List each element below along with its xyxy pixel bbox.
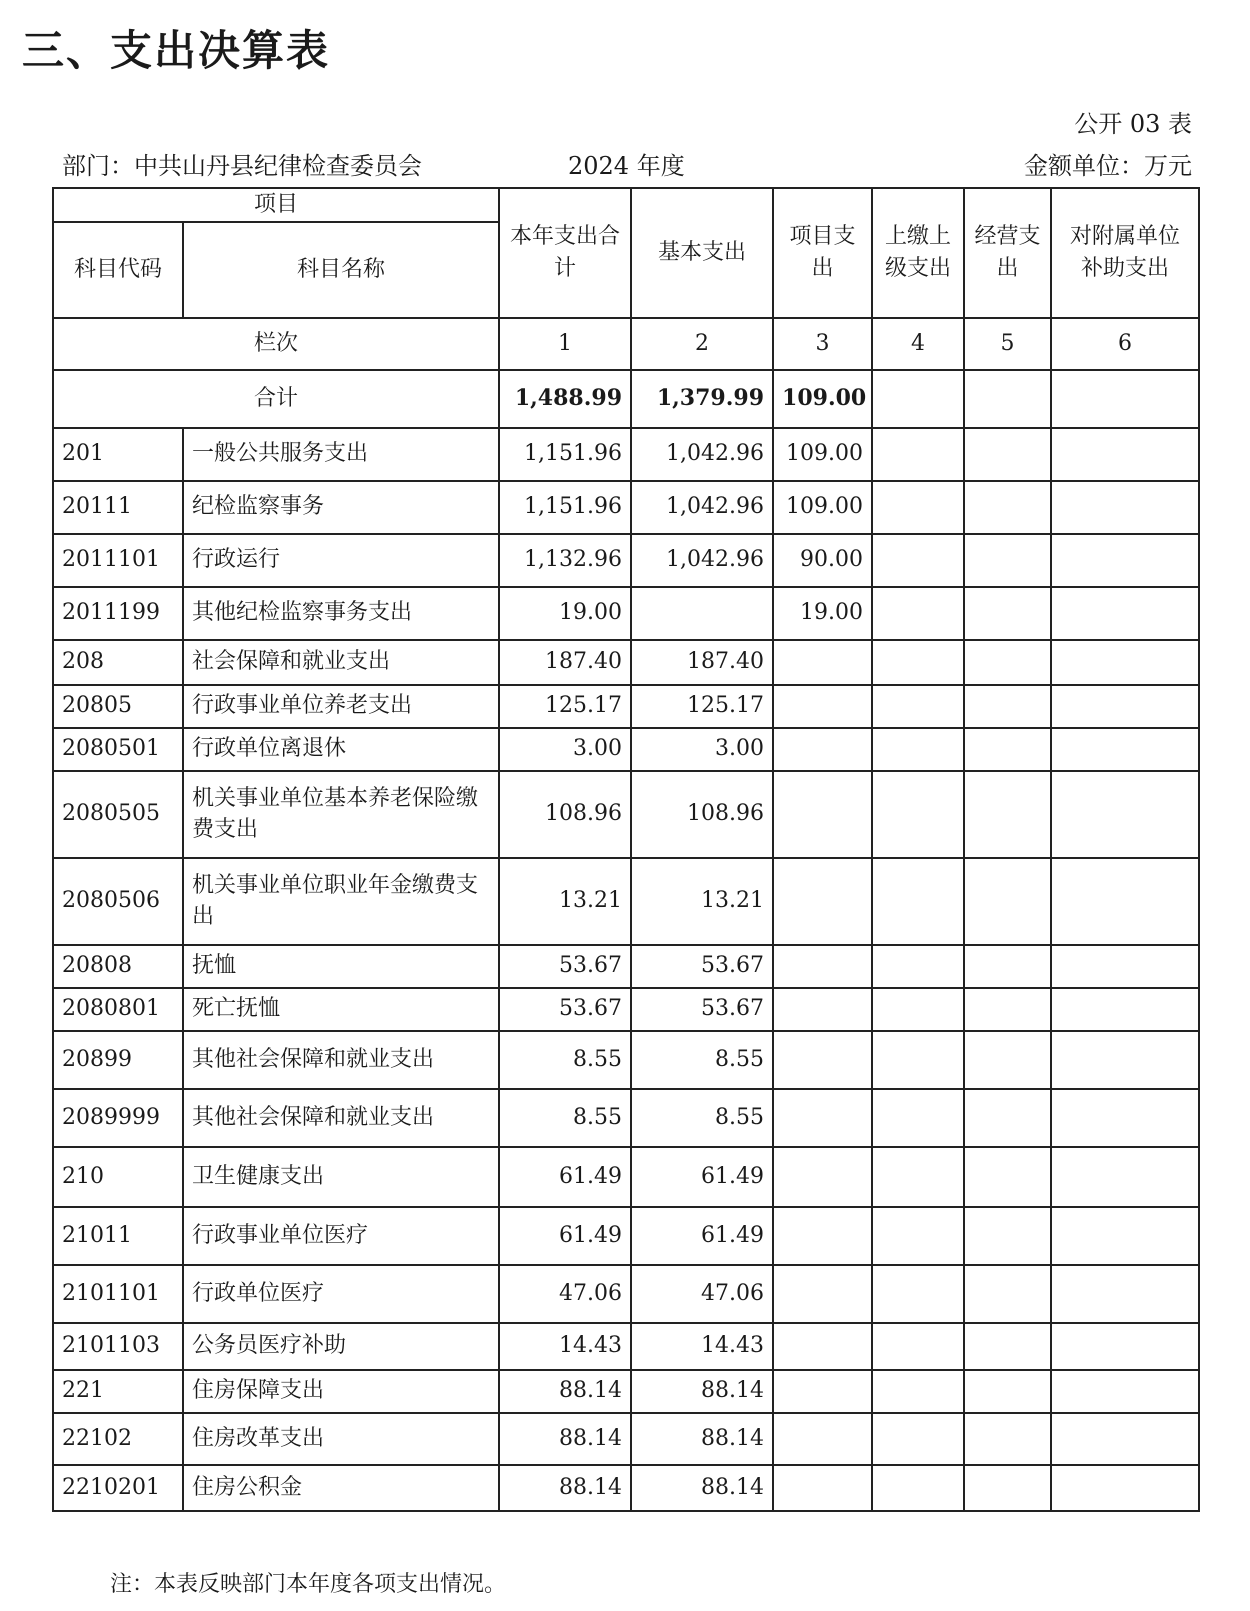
table-row [53, 1207, 1199, 1265]
row-basic-expenditure [631, 587, 773, 640]
table-row [53, 1413, 1199, 1465]
row-name: 机关事业单位职业年金缴费支出 [183, 858, 499, 945]
header-col2: 基本支出 [631, 188, 773, 318]
row-total-expenditure: 88.14 [499, 1413, 631, 1465]
row-upper-payment [872, 587, 964, 640]
row-business-expenditure [964, 1031, 1051, 1089]
row-total-expenditure: 1,151.96 [499, 428, 631, 481]
row-subsidiary-subsidy [1051, 1089, 1199, 1147]
row-basic-expenditure: 1,042.96 [631, 534, 773, 587]
row-business-expenditure [964, 858, 1051, 945]
row-business-expenditure [964, 1413, 1051, 1465]
row-subsidiary-subsidy [1051, 988, 1199, 1031]
header-col5: 经营支出 [964, 188, 1051, 318]
row-upper-payment [872, 728, 964, 771]
row-subsidiary-subsidy [1051, 728, 1199, 771]
row-business-expenditure [964, 587, 1051, 640]
row-subsidiary-subsidy [1051, 1147, 1199, 1207]
row-name: 行政运行 [183, 534, 499, 587]
table-row [53, 587, 1199, 640]
row-project-expenditure [773, 685, 872, 728]
row-upper-payment [872, 858, 964, 945]
row-basic-expenditure: 3.00 [631, 728, 773, 771]
row-total-expenditure: 61.49 [499, 1147, 631, 1207]
row-code: 2080505 [53, 771, 183, 858]
row-name: 公务员医疗补助 [183, 1323, 499, 1370]
column-index: 3 [773, 318, 872, 370]
header-col3: 项目支出 [773, 188, 872, 318]
row-subsidiary-subsidy [1051, 945, 1199, 988]
row-subsidiary-subsidy [1051, 1207, 1199, 1265]
row-name: 住房改革支出 [183, 1413, 499, 1465]
form-number: 公开 03 表 [1074, 110, 1192, 138]
row-upper-payment [872, 945, 964, 988]
row-project-expenditure [773, 988, 872, 1031]
row-business-expenditure [964, 945, 1051, 988]
row-subsidiary-subsidy [1051, 771, 1199, 858]
row-upper-payment [872, 1031, 964, 1089]
row-total-expenditure: 88.14 [499, 1370, 631, 1413]
total-c2: 1,379.99 [631, 370, 773, 428]
row-upper-payment [872, 1089, 964, 1147]
row-project-expenditure [773, 728, 872, 771]
column-index-label: 栏次 [53, 318, 499, 370]
table-row [53, 945, 1199, 988]
header-col1: 本年支出合计 [499, 188, 631, 318]
row-basic-expenditure: 13.21 [631, 858, 773, 945]
row-business-expenditure [964, 1370, 1051, 1413]
table-row [53, 988, 1199, 1031]
row-business-expenditure [964, 1207, 1051, 1265]
row-subsidiary-subsidy [1051, 1265, 1199, 1323]
row-name: 住房保障支出 [183, 1370, 499, 1413]
row-code: 20805 [53, 685, 183, 728]
row-basic-expenditure: 1,042.96 [631, 428, 773, 481]
row-subsidiary-subsidy [1051, 1465, 1199, 1511]
row-business-expenditure [964, 1465, 1051, 1511]
row-name: 其他社会保障和就业支出 [183, 1089, 499, 1147]
row-code: 2101103 [53, 1323, 183, 1370]
row-upper-payment [872, 1265, 964, 1323]
table-row [53, 1265, 1199, 1323]
row-upper-payment [872, 1207, 964, 1265]
row-basic-expenditure: 8.55 [631, 1089, 773, 1147]
row-basic-expenditure: 53.67 [631, 988, 773, 1031]
row-project-expenditure: 109.00 [773, 428, 872, 481]
row-project-expenditure [773, 1147, 872, 1207]
column-index: 2 [631, 318, 773, 370]
row-total-expenditure: 19.00 [499, 587, 631, 640]
row-basic-expenditure: 61.49 [631, 1147, 773, 1207]
row-code: 2011199 [53, 587, 183, 640]
row-name: 死亡抚恤 [183, 988, 499, 1031]
row-upper-payment [872, 685, 964, 728]
row-name: 抚恤 [183, 945, 499, 988]
row-code: 2080501 [53, 728, 183, 771]
row-business-expenditure [964, 685, 1051, 728]
row-business-expenditure [964, 534, 1051, 587]
row-code: 201 [53, 428, 183, 481]
row-project-expenditure [773, 1413, 872, 1465]
row-business-expenditure [964, 481, 1051, 534]
total-c6 [1051, 370, 1199, 428]
row-subsidiary-subsidy [1051, 858, 1199, 945]
row-name: 住房公积金 [183, 1465, 499, 1511]
row-project-expenditure [773, 1031, 872, 1089]
row-total-expenditure: 1,151.96 [499, 481, 631, 534]
table-row [53, 1323, 1199, 1370]
row-project-expenditure [773, 1465, 872, 1511]
row-subsidiary-subsidy [1051, 1413, 1199, 1465]
table-row [53, 728, 1199, 771]
row-code: 210 [53, 1147, 183, 1207]
row-code: 2080801 [53, 988, 183, 1031]
footnote: 注：本表反映部门本年度各项支出情况。 [110, 1572, 507, 1597]
row-subsidiary-subsidy [1051, 534, 1199, 587]
row-basic-expenditure: 14.43 [631, 1323, 773, 1370]
row-name: 行政事业单位养老支出 [183, 685, 499, 728]
row-total-expenditure: 53.67 [499, 945, 631, 988]
row-total-expenditure: 3.00 [499, 728, 631, 771]
row-code: 22102 [53, 1413, 183, 1465]
row-code: 208 [53, 640, 183, 685]
row-name: 其他纪检监察事务支出 [183, 587, 499, 640]
column-index: 4 [872, 318, 964, 370]
row-upper-payment [872, 771, 964, 858]
row-basic-expenditure: 88.14 [631, 1465, 773, 1511]
header-name: 科目名称 [183, 222, 499, 318]
row-total-expenditure: 1,132.96 [499, 534, 631, 587]
row-business-expenditure [964, 728, 1051, 771]
row-code: 2089999 [53, 1089, 183, 1147]
row-name: 行政单位医疗 [183, 1265, 499, 1323]
row-total-expenditure: 14.43 [499, 1323, 631, 1370]
row-total-expenditure: 8.55 [499, 1031, 631, 1089]
row-basic-expenditure: 61.49 [631, 1207, 773, 1265]
row-subsidiary-subsidy [1051, 481, 1199, 534]
header-code: 科目代码 [53, 222, 183, 318]
row-business-expenditure [964, 988, 1051, 1031]
amount-unit-label: 金额单位：万元 [1024, 152, 1192, 180]
header-col6: 对附属单位补助支出 [1051, 188, 1199, 318]
row-subsidiary-subsidy [1051, 428, 1199, 481]
row-total-expenditure: 53.67 [499, 988, 631, 1031]
row-upper-payment [872, 1323, 964, 1370]
total-c4 [872, 370, 964, 428]
row-business-expenditure [964, 640, 1051, 685]
row-project-expenditure [773, 1370, 872, 1413]
row-project-expenditure: 109.00 [773, 481, 872, 534]
row-upper-payment [872, 988, 964, 1031]
row-business-expenditure [964, 428, 1051, 481]
row-basic-expenditure: 88.14 [631, 1413, 773, 1465]
row-upper-payment [872, 481, 964, 534]
row-project-expenditure [773, 945, 872, 988]
fiscal-year-label: 2024 年度 [568, 152, 685, 180]
row-total-expenditure: 88.14 [499, 1465, 631, 1511]
table-row [53, 858, 1199, 945]
row-name: 其他社会保障和就业支出 [183, 1031, 499, 1089]
row-code: 2080506 [53, 858, 183, 945]
row-total-expenditure: 47.06 [499, 1265, 631, 1323]
total-c1: 1,488.99 [499, 370, 631, 428]
row-total-expenditure: 8.55 [499, 1089, 631, 1147]
row-name: 纪检监察事务 [183, 481, 499, 534]
row-basic-expenditure: 108.96 [631, 771, 773, 858]
table-row [53, 534, 1199, 587]
row-project-expenditure: 90.00 [773, 534, 872, 587]
row-business-expenditure [964, 1147, 1051, 1207]
row-project-expenditure [773, 858, 872, 945]
row-name: 社会保障和就业支出 [183, 640, 499, 685]
row-upper-payment [872, 1147, 964, 1207]
row-basic-expenditure: 125.17 [631, 685, 773, 728]
department-label: 部门：中共山丹县纪律检查委员会 [62, 152, 422, 180]
row-project-expenditure [773, 1207, 872, 1265]
row-code: 2210201 [53, 1465, 183, 1511]
page-title: 三、支出决算表 [22, 26, 331, 75]
row-upper-payment [872, 534, 964, 587]
row-project-expenditure [773, 640, 872, 685]
row-code: 221 [53, 1370, 183, 1413]
row-subsidiary-subsidy [1051, 685, 1199, 728]
row-name: 卫生健康支出 [183, 1147, 499, 1207]
table-row [53, 1031, 1199, 1089]
table-row [53, 481, 1199, 534]
table-row [53, 428, 1199, 481]
table-row [53, 1370, 1199, 1413]
row-total-expenditure: 108.96 [499, 771, 631, 858]
column-index: 6 [1051, 318, 1199, 370]
row-basic-expenditure: 8.55 [631, 1031, 773, 1089]
row-subsidiary-subsidy [1051, 1031, 1199, 1089]
total-c5 [964, 370, 1051, 428]
row-basic-expenditure: 47.06 [631, 1265, 773, 1323]
row-subsidiary-subsidy [1051, 1370, 1199, 1413]
row-total-expenditure: 13.21 [499, 858, 631, 945]
table-row [53, 640, 1199, 685]
total-row [53, 370, 1199, 428]
row-project-expenditure: 19.00 [773, 587, 872, 640]
table-row [53, 1465, 1199, 1511]
row-total-expenditure: 125.17 [499, 685, 631, 728]
table-row [53, 1147, 1199, 1207]
column-index: 5 [964, 318, 1051, 370]
row-name: 行政事业单位医疗 [183, 1207, 499, 1265]
row-project-expenditure [773, 1089, 872, 1147]
table-row [53, 771, 1199, 858]
row-code: 2011101 [53, 534, 183, 587]
table-row [53, 685, 1199, 728]
row-business-expenditure [964, 1089, 1051, 1147]
row-subsidiary-subsidy [1051, 587, 1199, 640]
row-project-expenditure [773, 1323, 872, 1370]
column-index: 1 [499, 318, 631, 370]
row-total-expenditure: 187.40 [499, 640, 631, 685]
row-subsidiary-subsidy [1051, 640, 1199, 685]
expenditure-table [52, 187, 1200, 1512]
row-name: 机关事业单位基本养老保险缴费支出 [183, 771, 499, 858]
row-basic-expenditure: 1,042.96 [631, 481, 773, 534]
total-label: 合计 [53, 370, 499, 428]
row-basic-expenditure: 88.14 [631, 1370, 773, 1413]
row-code: 21011 [53, 1207, 183, 1265]
row-project-expenditure [773, 771, 872, 858]
row-upper-payment [872, 640, 964, 685]
header-col4: 上缴上级支出 [872, 188, 964, 318]
row-basic-expenditure: 53.67 [631, 945, 773, 988]
row-name: 行政单位离退休 [183, 728, 499, 771]
row-upper-payment [872, 1413, 964, 1465]
row-business-expenditure [964, 771, 1051, 858]
row-business-expenditure [964, 1265, 1051, 1323]
row-code: 2101101 [53, 1265, 183, 1323]
row-code: 20111 [53, 481, 183, 534]
row-total-expenditure: 61.49 [499, 1207, 631, 1265]
row-basic-expenditure: 187.40 [631, 640, 773, 685]
row-subsidiary-subsidy [1051, 1323, 1199, 1370]
row-code: 20808 [53, 945, 183, 988]
row-upper-payment [872, 1370, 964, 1413]
total-c3: 109.00 [773, 370, 872, 428]
row-code: 20899 [53, 1031, 183, 1089]
row-project-expenditure [773, 1265, 872, 1323]
row-upper-payment [872, 428, 964, 481]
table-row [53, 1089, 1199, 1147]
row-business-expenditure [964, 1323, 1051, 1370]
row-upper-payment [872, 1465, 964, 1511]
header-item: 项目 [53, 188, 499, 222]
row-name: 一般公共服务支出 [183, 428, 499, 481]
